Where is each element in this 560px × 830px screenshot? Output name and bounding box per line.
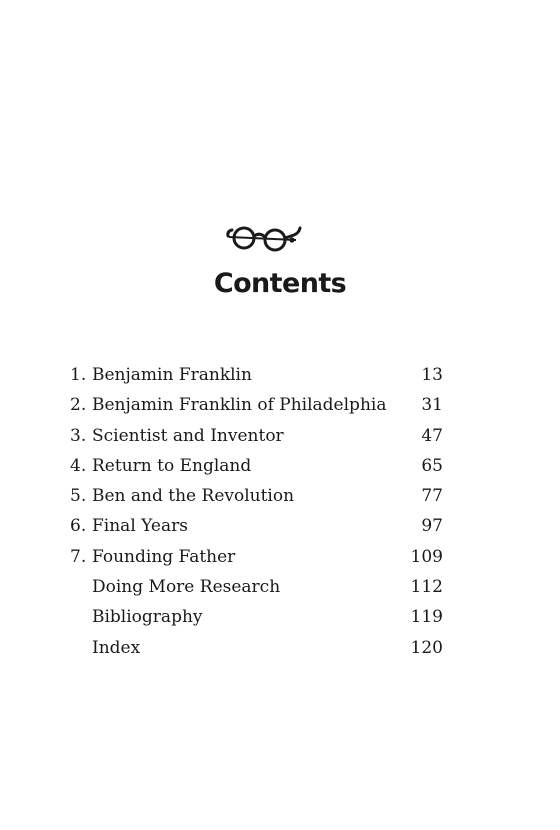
eyeglasses-icon [226,222,302,256]
page-number: 13 [421,365,443,385]
table-of-contents [70,360,443,663]
chapter-title: Doing More Research [92,577,281,598]
chapter-number: 5. [70,486,87,507]
page-number: 31 [421,395,443,416]
page-number: 77 [421,486,443,507]
toc-entry[interactable] [70,481,443,511]
toc-entry[interactable] [70,633,443,663]
toc-entry[interactable] [70,542,443,572]
page-number: 112 [410,577,443,598]
page-number: 109 [410,546,443,567]
toc-entry[interactable] [70,360,443,390]
chapter-number: 7. [70,546,87,567]
chapter-number: 3. [70,425,87,446]
toc-entry[interactable] [70,511,443,541]
chapter-title: Return to England [92,455,252,476]
page-title: Contents [213,268,347,299]
chapter-title: Benjamin Franklin of Philadelphia [92,395,387,416]
toc-entry[interactable] [70,602,443,632]
page-number: 47 [421,425,443,446]
toc-entry[interactable] [70,451,443,481]
toc-entry[interactable] [70,572,443,602]
chapter-title: Founding Father [92,546,236,567]
chapter-title: Index [92,637,141,658]
chapter-number: 6. [70,516,87,537]
chapter-number: 2. [70,395,87,416]
chapter-title: Scientist and Inventor [92,425,284,446]
chapter-title: Bibliography [92,607,203,628]
chapter-title: Benjamin Franklin [92,365,252,385]
chapter-number: 4. [70,455,87,476]
toc-entry[interactable] [70,390,443,420]
page-number: 65 [421,455,443,476]
page-number: 97 [421,516,443,537]
chapter-number: 1. [70,365,87,385]
toc-entry[interactable] [70,421,443,451]
chapter-title: Final Years [92,516,188,537]
page-number: 120 [410,637,443,658]
chapter-title: Ben and the Revolution [92,486,295,507]
page-number: 119 [410,607,443,628]
